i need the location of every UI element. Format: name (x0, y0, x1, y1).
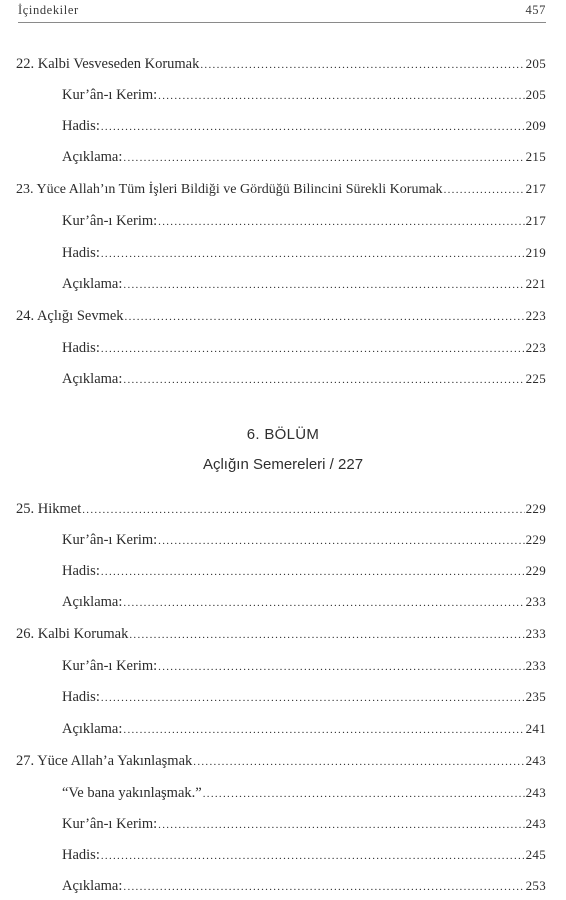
toc-entry-page: 233 (525, 594, 546, 609)
toc-subentry (62, 371, 546, 393)
dot-leader (101, 566, 525, 578)
toc-entry-page: 209 (525, 118, 546, 133)
toc-entry-page: 205 (525, 87, 546, 102)
dot-leader (158, 216, 524, 228)
toc-entry-page: 223 (525, 308, 546, 323)
toc-entry-label: 25. Hikmet (16, 501, 82, 517)
section-subtitle-heading: Açlığın Semereleri / 227 (202, 456, 364, 473)
toc-entry-25 (16, 501, 546, 523)
toc-entry-page: 229 (525, 501, 546, 516)
toc-entry-page: 241 (525, 721, 546, 736)
toc-subentry (62, 594, 546, 616)
toc-entry-page: 205 (525, 56, 546, 71)
dot-leader (193, 756, 524, 768)
toc-entry-24 (16, 308, 546, 330)
toc-entry-26 (16, 626, 546, 648)
toc-subentry (62, 563, 546, 585)
toc-subentry (62, 816, 546, 838)
dot-leader (158, 819, 524, 831)
toc-subentry (62, 878, 546, 900)
dot-leader (125, 311, 525, 323)
dot-leader (123, 724, 524, 736)
toc-entry-label: 24. Açlığı Sevmek (16, 308, 124, 324)
toc-entry-page: 243 (525, 753, 546, 768)
toc-entry-label: “Ve bana yakınlaşmak.” (62, 785, 202, 801)
toc-entry-label: Açıklama: (62, 878, 123, 894)
toc-entry-label: Kur’ân-ı Kerim: (62, 532, 158, 548)
dot-leader (158, 661, 524, 673)
dot-leader (82, 504, 524, 516)
toc-subentry (62, 689, 546, 711)
toc-subentry (62, 340, 546, 362)
section-number-heading: 6. BÖLÜM (246, 426, 320, 443)
toc-entry-page: 253 (525, 878, 546, 893)
toc-subentry (62, 785, 546, 807)
toc-entry-page: 217 (525, 213, 546, 228)
toc-entry-page: 223 (525, 340, 546, 355)
toc-entry-page: 225 (525, 371, 546, 386)
dot-leader (123, 374, 524, 386)
dot-leader (158, 90, 524, 102)
dot-leader (123, 597, 524, 609)
toc-entry-label: Kur’ân-ı Kerim: (62, 658, 158, 674)
toc-entry-label: Açıklama: (62, 149, 123, 165)
toc-subentry (62, 658, 546, 680)
toc-entry-page: 219 (525, 245, 546, 260)
toc-subentry (62, 149, 546, 171)
dot-leader (129, 629, 524, 641)
toc-entry-page: 215 (525, 149, 546, 164)
toc-subentry (62, 532, 546, 554)
toc-entry-page: 243 (525, 816, 546, 831)
toc-entry-label: Açıklama: (62, 276, 123, 292)
toc-entry-page: 217 (525, 181, 546, 196)
dot-leader (101, 692, 525, 704)
dot-leader (101, 121, 525, 133)
toc-entry-label: 23. Yüce Allah’ın Tüm İşleri Bildiği ve Gördüğü Bilincini Sürekli Korumak (16, 182, 443, 197)
toc-entry-label: Açıklama: (62, 594, 123, 610)
running-header-title: İçindekiler (18, 3, 79, 17)
toc-entry-page: 229 (525, 563, 546, 578)
dot-leader (203, 788, 525, 800)
toc-subentry (62, 118, 546, 140)
toc-entry-label: 27. Yüce Allah’a Yakınlaşmak (16, 753, 193, 769)
toc-entry-page: 221 (525, 276, 546, 291)
toc-entry-page: 229 (525, 532, 546, 547)
dot-leader (101, 850, 525, 862)
dot-leader (158, 535, 524, 547)
toc-entry-label: Hadis: (62, 563, 100, 579)
toc-entry-page: 233 (525, 658, 546, 673)
toc-entry-22 (16, 56, 546, 78)
toc-entry-27 (16, 753, 546, 775)
toc-entry-label: Açıklama: (62, 371, 123, 387)
toc-entry-label: Kur’ân-ı Kerim: (62, 816, 158, 832)
toc-subentry (62, 721, 546, 743)
toc-entry-label: Açıklama: (62, 721, 123, 737)
dot-leader (200, 59, 524, 71)
toc-subentry (62, 245, 546, 267)
dot-leader (444, 184, 525, 196)
dot-leader (123, 881, 524, 893)
toc-entry-page: 233 (525, 626, 546, 641)
toc-entry-label: Hadis: (62, 245, 100, 261)
toc-entry-label: Kur’ân-ı Kerim: (62, 87, 158, 103)
dot-leader (101, 343, 525, 355)
dot-leader (123, 152, 524, 164)
running-header (18, 2, 546, 23)
toc-entry-label: 26. Kalbi Korumak (16, 626, 129, 642)
toc-entry-label: Hadis: (62, 689, 100, 705)
toc-entry-label: Hadis: (62, 118, 100, 134)
toc-entry-label: Hadis: (62, 847, 100, 863)
dot-leader (101, 248, 525, 260)
toc-subentry (62, 847, 546, 869)
toc-entry-page: 235 (525, 689, 546, 704)
dot-leader (123, 279, 524, 291)
toc-entry-label: Kur’ân-ı Kerim: (62, 213, 158, 229)
toc-entry-label: 22. Kalbi Vesveseden Korumak (16, 56, 200, 72)
toc-entry-23 (16, 181, 546, 203)
toc-entry-label: Hadis: (62, 340, 100, 356)
toc-subentry (62, 87, 546, 109)
toc-entry-page: 245 (525, 847, 546, 862)
toc-subentry (62, 276, 546, 298)
toc-subentry (62, 213, 546, 235)
running-header-page-number: 457 (525, 3, 546, 17)
toc-entry-page: 243 (525, 785, 546, 800)
